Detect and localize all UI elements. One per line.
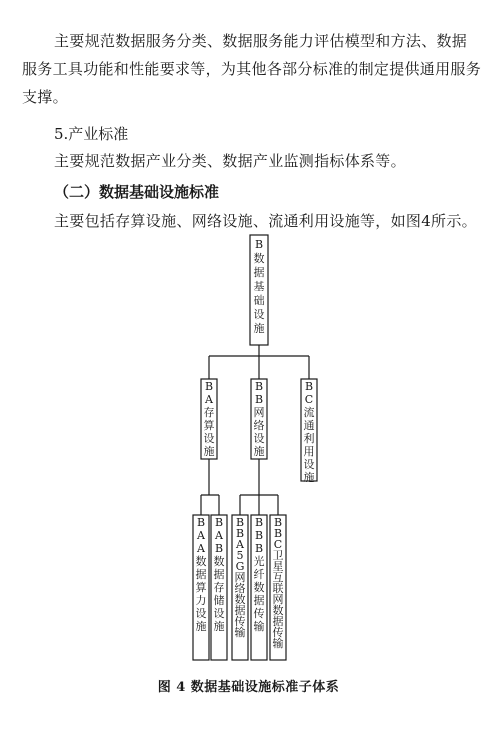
node-root <box>250 235 268 345</box>
node-root-label: B 数据基础设施 <box>253 238 265 335</box>
node-bbc-label: B B C 卫星互联网数据传输 <box>272 516 284 650</box>
paragraph-data-service: 主要规范数据服务分类、数据服务能力评估模型和方法、数据服务工具功能和性能要求等，为其他各部分标准的制定提供通用服务支撑。 <box>22 32 482 106</box>
figure-caption: 图 4 数据基础设施标准子体系 <box>157 680 340 695</box>
node-bba-label: B B A 5 G 网络数据传输 <box>234 516 246 639</box>
node-bab-label: B A B 数据存储设施 <box>213 516 225 633</box>
node-bc <box>301 379 317 484</box>
node-baa-label: B A A 数据算力设施 <box>195 516 207 633</box>
node-bbb <box>251 515 267 660</box>
node-bba <box>232 515 248 660</box>
node-baa <box>193 515 209 660</box>
node-bc-label: B C 流通利用设施 <box>303 380 315 484</box>
node-ba <box>201 379 217 459</box>
node-bab <box>211 515 227 660</box>
heading-infrastructure-standard: （二）数据基础设施标准 <box>54 183 220 201</box>
node-ba-label: B A 存算设施 <box>203 380 215 458</box>
node-bbb-label: B B B 光纤数据传输 <box>253 516 265 633</box>
node-bb-label: B B 网络设施 <box>253 380 265 458</box>
paragraph-infrastructure: 主要包括存算设施、网络设施、流通利用设施等，如图4所示。 <box>54 212 477 230</box>
node-bbc <box>270 515 286 660</box>
node-bb <box>251 379 267 459</box>
heading-industry-standard: 5.产业标准 <box>54 125 129 143</box>
paragraph-industry: 主要规范数据产业分类、数据产业监测指标体系等。 <box>54 152 406 170</box>
